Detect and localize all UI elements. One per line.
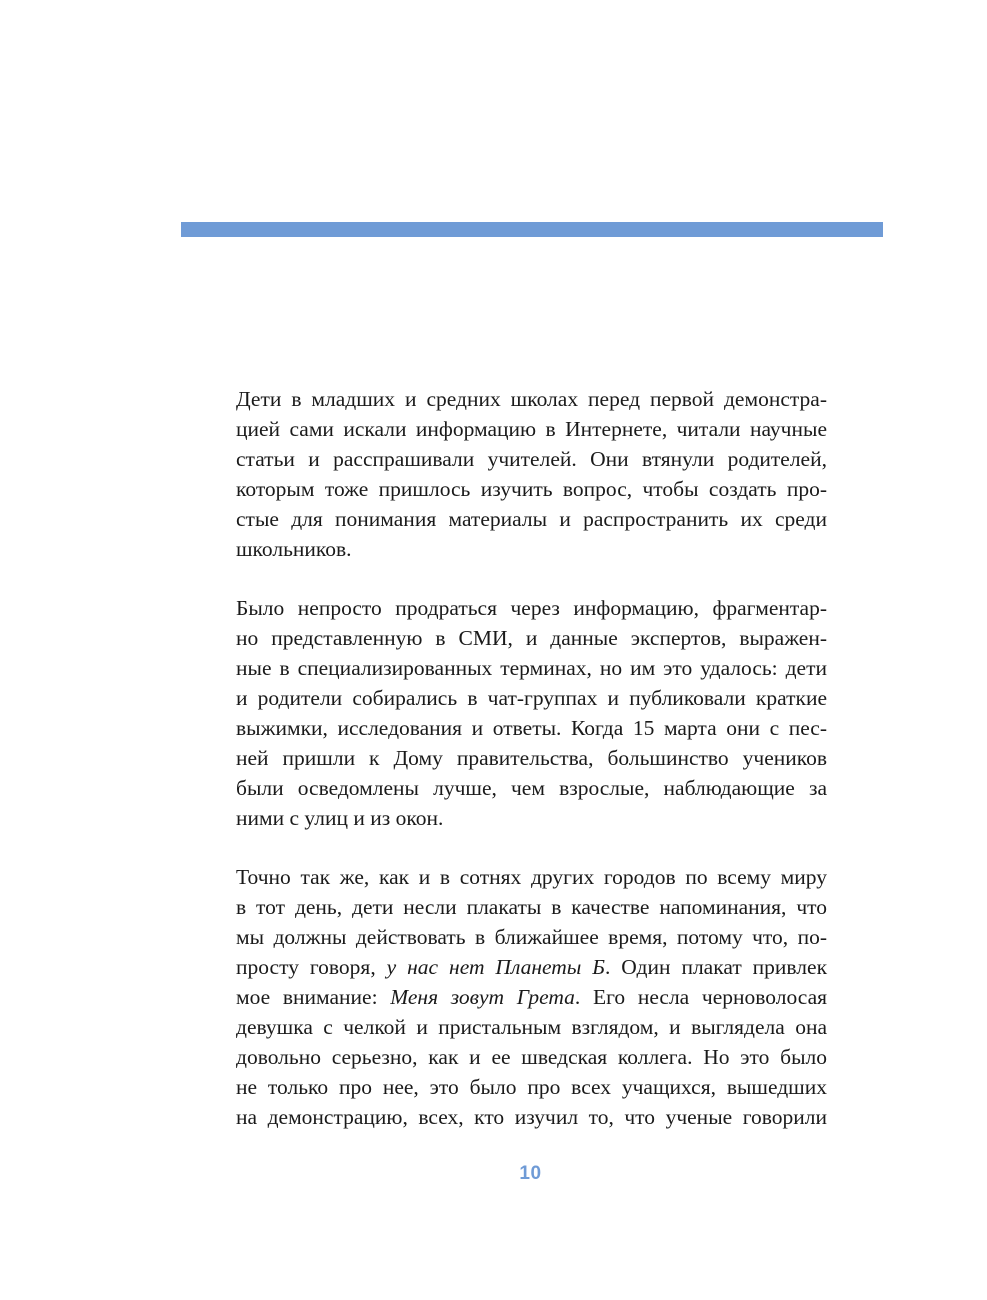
text-line bbox=[236, 982, 827, 1012]
text-line: цией сами искали информацию в Интернете, читали научные bbox=[236, 417, 827, 441]
text-run: мое внимание: bbox=[236, 985, 391, 1009]
paragraph-1 bbox=[236, 384, 827, 564]
text-line: Было непросто продраться через информацию, фрагментар- bbox=[236, 596, 827, 620]
text-line: статьи и расспрашивали учителей. Они втянули родителей, bbox=[236, 447, 827, 471]
text-line: школьников. bbox=[236, 537, 352, 561]
italic-phrase: у нас нет Планеты Б bbox=[386, 955, 605, 979]
text-line: ней пришли к Дому правительства, большинство учеников bbox=[236, 746, 827, 770]
text-run: . Его несла черноволосая bbox=[574, 985, 827, 1009]
italic-phrase: Меня зовут Грета bbox=[390, 985, 575, 1009]
text-line: Точно так же, как и в сотнях других городов по всему миру bbox=[236, 865, 827, 889]
text-run: просту говоря, bbox=[236, 955, 387, 979]
text-line: ные в специализированных терминах, но им это удалось: дети bbox=[236, 656, 827, 680]
page-number: 10 bbox=[519, 1163, 542, 1184]
header-accent-bar bbox=[181, 222, 883, 237]
text-line: стые для понимания материалы и распространить их среди bbox=[236, 507, 827, 531]
text-line bbox=[236, 952, 827, 982]
body-text bbox=[236, 384, 827, 1132]
text-line: девушка с челкой и пристальным взглядом, и выглядела она bbox=[236, 1015, 827, 1039]
text-line: которым тоже пришлось изучить вопрос, чтобы создать про- bbox=[236, 477, 827, 501]
text-line: на демонстрацию, всех, кто изучил то, что ученые говорили bbox=[236, 1105, 827, 1129]
text-line: в тот день, дети несли плакаты в качестве напоминания, что bbox=[236, 895, 827, 919]
text-line: мы должны действовать в ближайшее время, потому что, по- bbox=[236, 925, 827, 949]
text-line: довольно серьезно, как и ее шведская коллега. Но это было bbox=[236, 1045, 827, 1069]
text-line: Дети в младших и средних школах перед первой демонстра- bbox=[236, 387, 827, 411]
text-line: и родители собирались в чат-группах и публиковали краткие bbox=[236, 686, 827, 710]
paragraph-2 bbox=[236, 593, 827, 833]
text-line: но представленную в СМИ, и данные экспертов, выражен- bbox=[236, 626, 827, 650]
paragraph-3 bbox=[236, 862, 827, 1132]
text-line: были осведомлены лучше, чем взрослые, наблюдающие за bbox=[236, 776, 827, 800]
text-line: не только про нее, это было про всех учащихся, вышедших bbox=[236, 1075, 827, 1099]
text-line: ними с улиц и из окон. bbox=[236, 806, 444, 830]
text-line: выжимки, исследования и ответы. Когда 15 марта они с пес- bbox=[236, 716, 827, 740]
text-run: . Один плакат привлек bbox=[604, 955, 828, 979]
